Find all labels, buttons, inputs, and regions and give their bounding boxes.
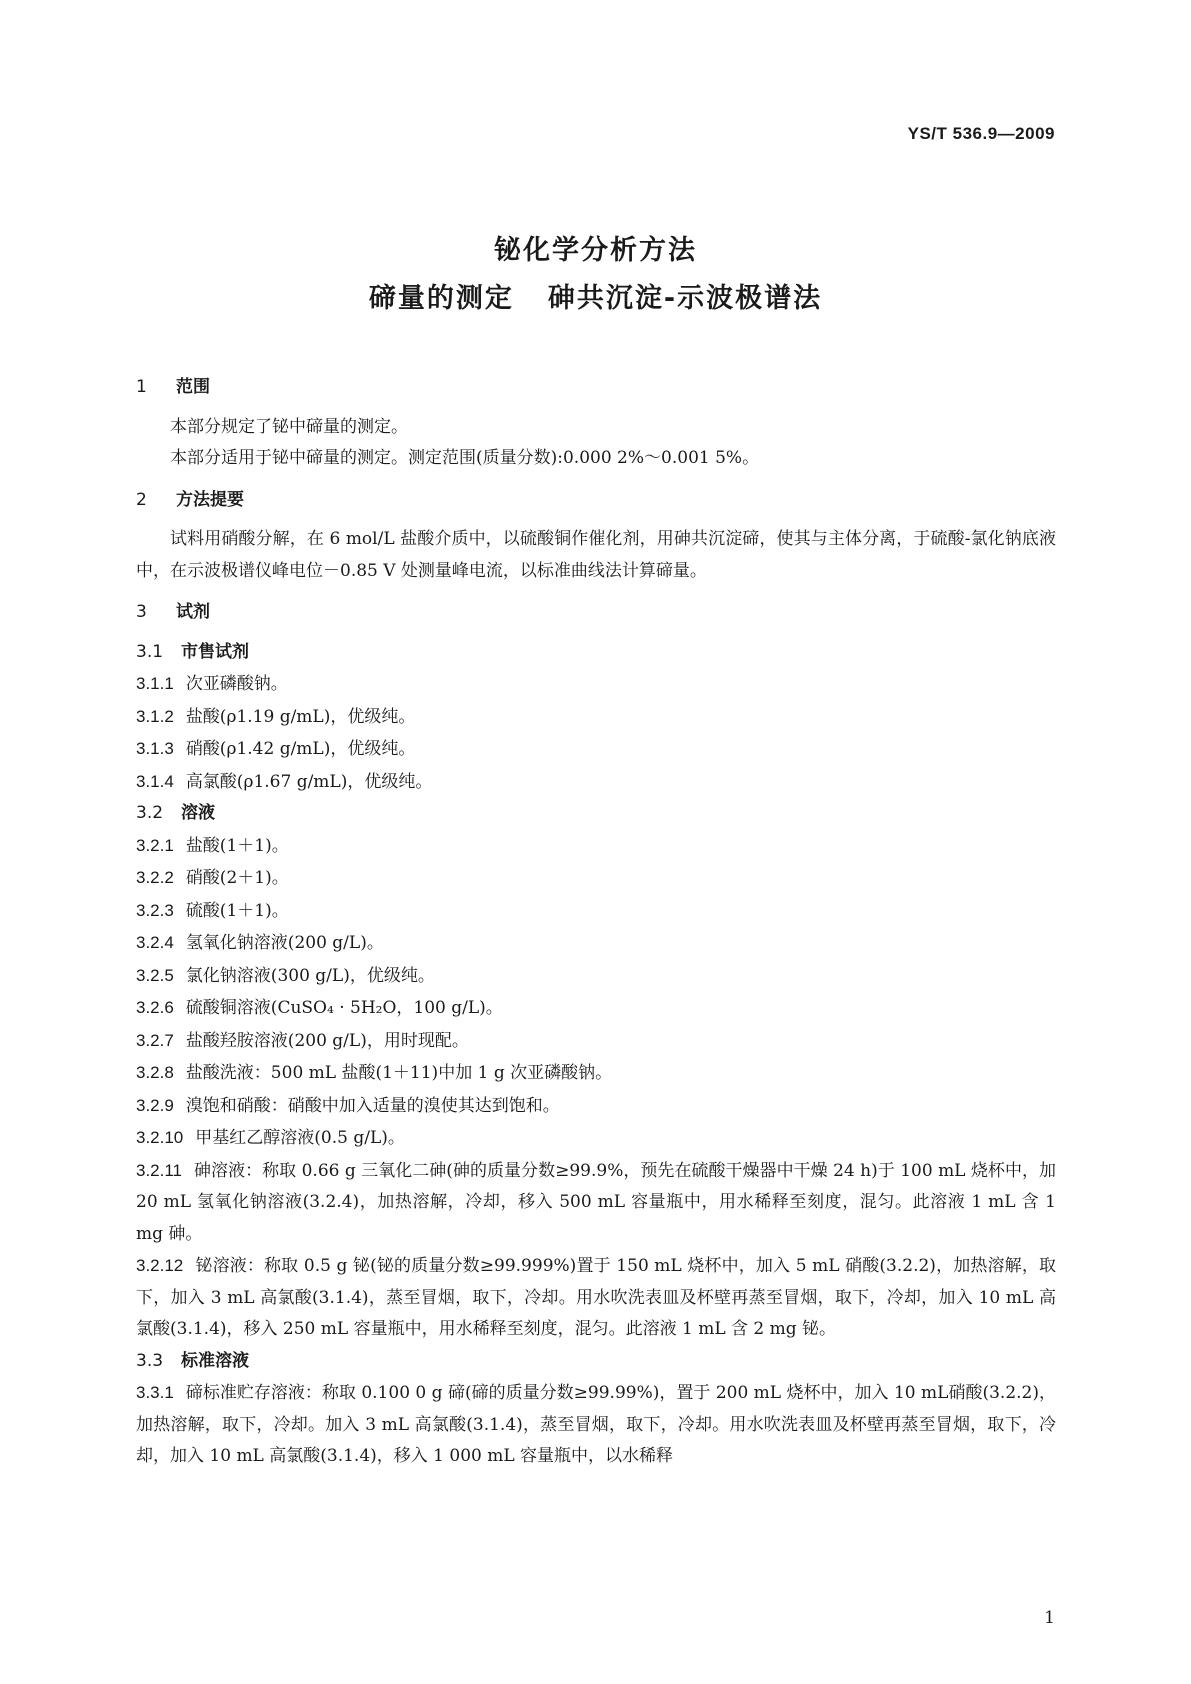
page-number: 1 <box>1044 1608 1055 1628</box>
item-text: 硝酸(ρ1.42 g/mL)，优级纯。 <box>185 739 416 759</box>
item-number: 3.2.6 <box>136 998 174 1017</box>
item-text: 盐酸羟胺溶液(200 g/L)，用时现配。 <box>185 1030 469 1051</box>
list-item <box>136 830 1056 863</box>
item-number: 3.2.9 <box>136 1095 174 1115</box>
subsection-heading-3-1 <box>136 637 1056 669</box>
item-number: 3.2.11 <box>136 1160 183 1180</box>
subsection-title: 标准溶液 <box>181 1350 250 1371</box>
section-heading-3 <box>136 597 1056 629</box>
paragraph: 本部分适用于铋中碲量的测定。测定范围(质量分数):0.000 2%～0.001 5%。 <box>170 448 760 468</box>
item-text: 硫酸铜溶液(CuSO₄ · 5H₂O，100 g/L)。 <box>185 998 503 1018</box>
standard-code: YS/T 536.9—2009 <box>907 124 1055 143</box>
item-number: 3.3.1 <box>136 1383 174 1402</box>
item-number: 3.1.4 <box>136 771 174 791</box>
subsection-number: 3.1 <box>136 641 164 662</box>
list-item <box>136 1025 1056 1058</box>
list-item <box>136 992 1056 1025</box>
list-item <box>136 668 1056 701</box>
item-text: 氯化钠溶液(300 g/L)，优级纯。 <box>185 965 435 986</box>
item-text: 次亚磷酸钠。 <box>185 674 288 694</box>
subsection-title: 市售试剂 <box>181 641 250 662</box>
section-heading-2 <box>136 485 1056 517</box>
list-item <box>136 1250 1056 1346</box>
item-text: 铋溶液：称取 0.5 g 铋(铋的质量分数≥99.999%)置于 150 mL 烧杯中，加入 5 mL 硝酸(3.2.2)，加热溶解，取下，加入 3 mL 高氯酸(3.1.4)，蒸至冒烟，取下，冷却。用水吹洗表皿及杯壁再蒸至冒烟，取下，冷却，加入 10 mL 高氯酸(3.1.4)，移入 250 mL 容量瓶中，用水稀释至刻度，混匀。此溶液 1 mL 含 2 mg 铋。 <box>136 1256 1056 1339</box>
item-number: 3.2.7 <box>136 1030 174 1050</box>
document-subtitle <box>0 276 1191 315</box>
subtitle-part-1: 碲量的测定 <box>368 283 514 314</box>
list-item <box>136 1155 1056 1251</box>
section-number: 3 <box>136 602 147 622</box>
item-number: 3.1.3 <box>136 739 174 758</box>
list-item <box>136 895 1056 928</box>
section-title: 范围 <box>176 377 210 397</box>
list-item <box>136 1377 1056 1473</box>
subtitle-part-2: 砷共沉淀-示波极谱法 <box>547 283 823 314</box>
list-item <box>136 862 1056 895</box>
item-text: 溴饱和硝酸：硝酸中加入适量的溴使其达到饱和。 <box>185 1095 560 1116</box>
item-number: 3.2.3 <box>136 900 174 920</box>
item-text: 盐酸洗液：500 mL 盐酸(1＋11)中加 1 g 次亚磷酸钠。 <box>185 1063 613 1083</box>
document-body <box>136 372 1056 1473</box>
item-number: 3.2.8 <box>136 1063 174 1082</box>
paragraph: 本部分规定了铋中碲量的测定。 <box>170 416 408 437</box>
section-title: 试剂 <box>176 602 210 622</box>
item-number: 3.2.10 <box>136 1128 184 1147</box>
item-number: 3.2.12 <box>136 1256 184 1275</box>
list-item <box>136 1122 1056 1155</box>
item-number: 3.2.1 <box>136 835 174 855</box>
subsection-heading-3-2 <box>136 798 1056 830</box>
subsection-heading-3-3 <box>136 1346 1056 1378</box>
list-item <box>136 1090 1056 1123</box>
list-item <box>136 1057 1056 1090</box>
item-number: 3.2.5 <box>136 965 174 985</box>
section-heading-1 <box>136 372 1056 404</box>
item-text: 硫酸(1＋1)。 <box>185 900 289 921</box>
item-text: 高氯酸(ρ1.67 g/mL)，优级纯。 <box>185 771 433 792</box>
item-number: 3.2.2 <box>136 868 174 887</box>
item-text: 盐酸(1＋1)。 <box>185 835 289 856</box>
paragraph: 试料用硝酸分解，在 6 mol/L 盐酸介质中，以硫酸铜作催化剂，用砷共沉淀碲，使其与主体分离，于硫酸-氯化钠底液中，在示波极谱仪峰电位－0.85 V 处测量峰电流，以标准曲线法计算碲量。 <box>136 529 1056 581</box>
item-text: 盐酸(ρ1.19 g/mL)，优级纯。 <box>185 706 416 727</box>
list-item <box>136 733 1056 766</box>
document-title: 铋化学分析方法 <box>494 235 697 266</box>
subsection-number: 3.2 <box>136 803 164 823</box>
item-text: 甲基红乙醇溶液(0.5 g/L)。 <box>195 1128 405 1148</box>
item-number: 3.1.2 <box>136 706 174 726</box>
item-text: 碲标准贮存溶液：称取 0.100 0 g 碲(碲的质量分数≥99.99%)，置于 200 mL 烧杯中，加入 10 mL硝酸(3.2.2)，加热溶解，取下，冷却。加入 3 mL 高氯酸(3.1.4)，蒸至冒烟，取下，冷却。用水吹洗表皿及杯壁再蒸至冒烟，取下，冷却，加入 10 mL 高氯酸(3.1.4)，移入 1 000 mL 容量瓶中，以水稀释 <box>136 1383 1056 1466</box>
list-item <box>136 701 1056 734</box>
list-item <box>136 960 1056 993</box>
subsection-title: 溶液 <box>181 803 216 823</box>
subsection-number: 3.3 <box>136 1350 164 1371</box>
item-text: 氢氧化钠溶液(200 g/L)。 <box>185 933 384 953</box>
list-item <box>136 766 1056 799</box>
item-number: 3.2.4 <box>136 933 174 952</box>
section-number: 1 <box>136 377 147 397</box>
item-text: 砷溶液：称取 0.66 g 三氧化二砷(砷的质量分数≥99.9%，预先在硫酸干燥器中干燥 24 h)于 100 mL 烧杯中，加 20 mL 氢氧化钠溶液(3.2.4)，加热溶解，冷却，移入 500 mL 容量瓶中，用水稀释至刻度，混匀。此溶液 1 mL 含 1 mg 砷。 <box>136 1160 1056 1244</box>
section-number: 2 <box>136 489 147 510</box>
item-text: 硝酸(2＋1)。 <box>185 868 289 888</box>
list-item <box>136 927 1056 960</box>
item-number: 3.1.1 <box>136 674 174 693</box>
section-title: 方法提要 <box>176 489 244 510</box>
